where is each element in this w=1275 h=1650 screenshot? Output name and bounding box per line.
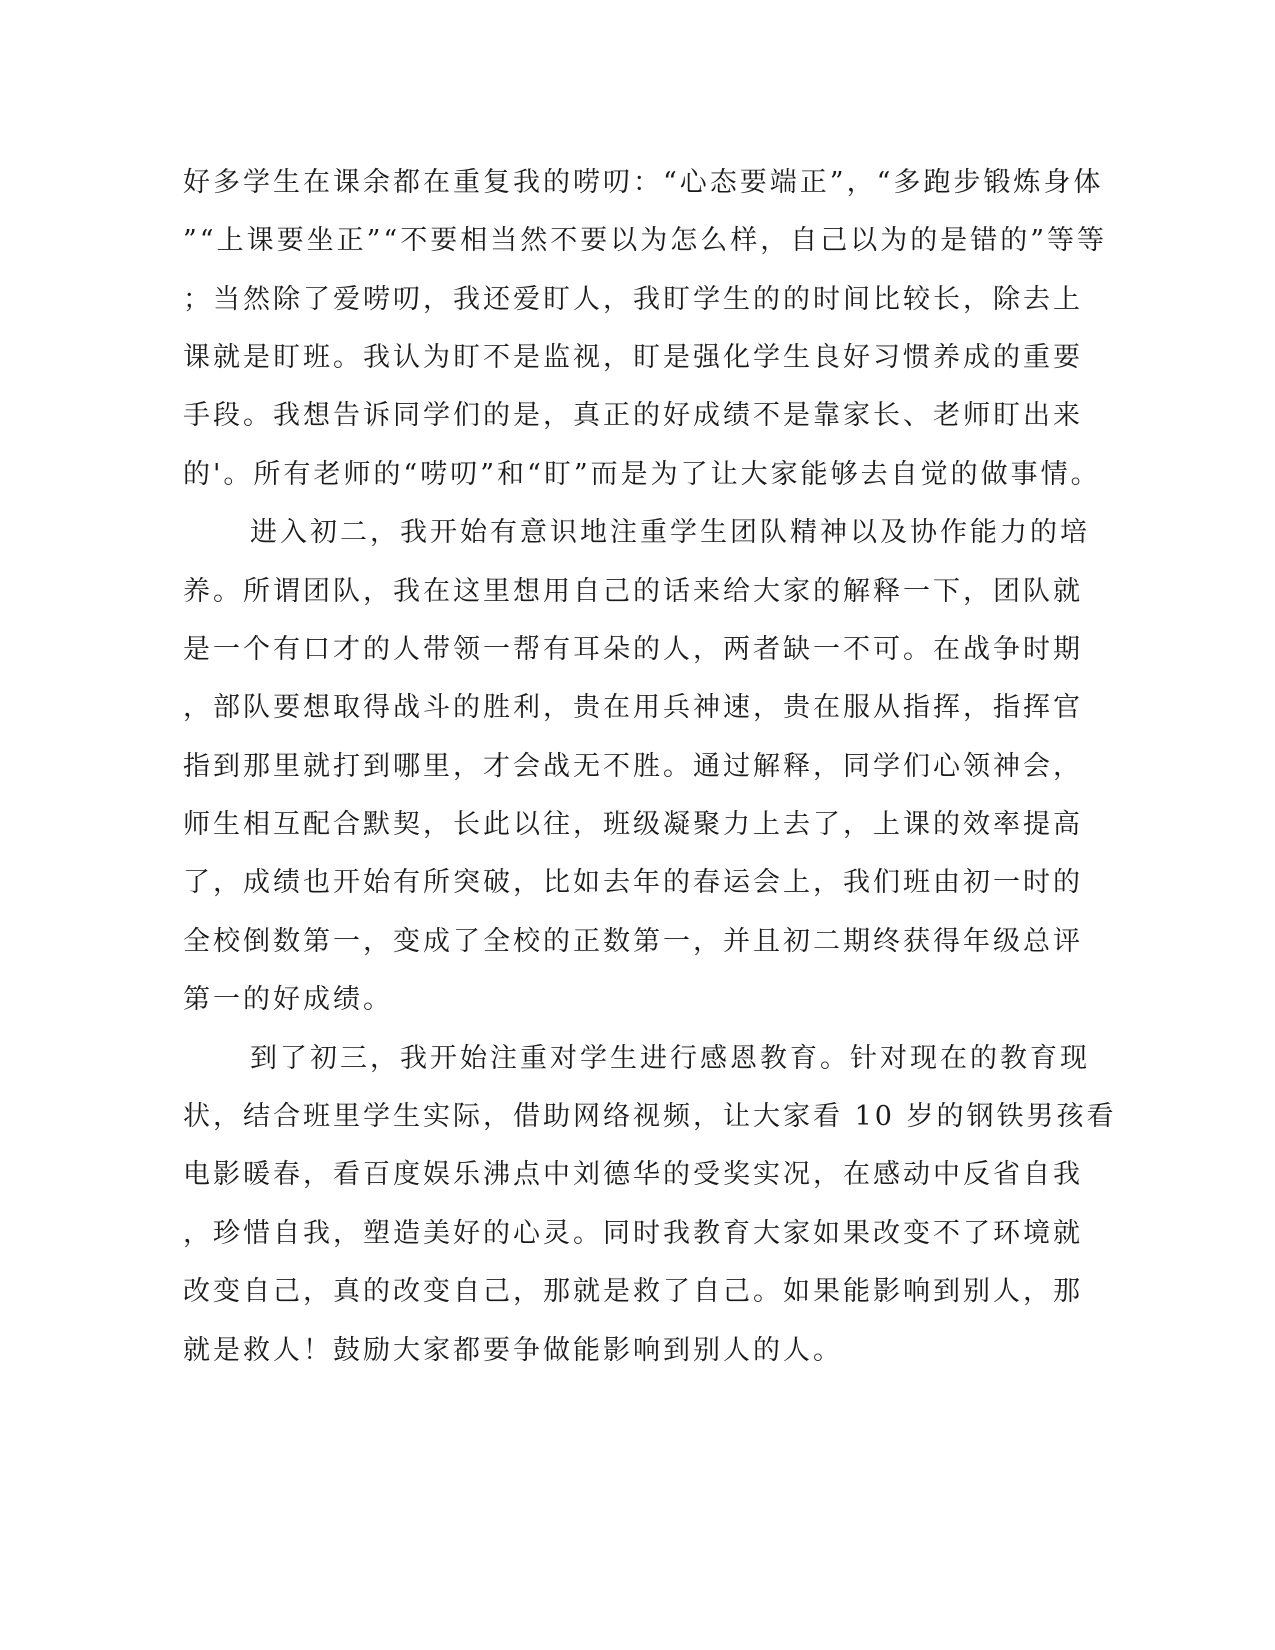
text-line: 了，成绩也开始有所突破，比如去年的春运会上，我们班由初一时的 [183, 867, 1083, 898]
text-line: 到了初三，我开始注重对学生进行感恩教育。针对现在的教育现 [250, 1043, 1090, 1074]
text-line: 电影暖春，看百度娱乐沸点中刘德华的受奖实况，在感动中反省自我 [183, 1159, 1083, 1190]
text-line: 进入初二，我开始有意识地注重学生团队精神以及协作能力的培 [250, 517, 1090, 548]
text-line: 第一的好成绩。 [183, 984, 393, 1015]
text-line: 全校倒数第一，变成了全校的正数第一，并且初二期终获得年级总评 [183, 926, 1083, 957]
text-line: 师生相互配合默契，长此以往，班级凝聚力上去了，上课的效率提高 [183, 809, 1083, 840]
text-line: 状，结合班里学生实际，借助网络视频，让大家看 10 岁的钢铁男孩看 [183, 1101, 1117, 1132]
text-line: 好多学生在课余都在重复我的唠叨：“心态要端正”，“多跑步锻炼身体 [183, 167, 1104, 198]
text-line: 的'。所有老师的“唠叨”和“盯”而是为了让大家能够去自觉的做事情。 [183, 459, 1101, 490]
text-line: 手段。我想告诉同学们的是，真正的好成绩不是靠家长、老师盯出来 [183, 400, 1083, 431]
text-line: ，珍惜自我，塑造美好的心灵。同时我教育大家如果改变不了环境就 [183, 1218, 1083, 1249]
text-line: 就是救人！鼓励大家都要争做能影响到别人的人。 [183, 1335, 843, 1366]
text-line: 课就是盯班。我认为盯不是监视，盯是强化学生良好习惯养成的重要 [183, 342, 1083, 373]
text-line: 养。所谓团队，我在这里想用自己的话来给大家的解释一下，团队就 [183, 576, 1083, 607]
text-line: 改变自己，真的改变自己，那就是救了自己。如果能影响到别人，那 [183, 1276, 1083, 1307]
text-line: 指到那里就打到哪里，才会战无不胜。通过解释，同学们心领神会， [183, 751, 1083, 782]
text-line: ，部队要想取得战斗的胜利，贵在用兵神速，贵在服从指挥，指挥官 [183, 692, 1083, 723]
text-line: ”“上课要坐正”“不要相当然不要以为怎么样，自己以为的是错的”等等 [183, 225, 1108, 256]
text-line: 是一个有口才的人带领一帮有耳朵的人，两者缺一不可。在战争时期 [183, 634, 1083, 665]
text-line: ；当然除了爱唠叨，我还爱盯人，我盯学生的的时间比较长，除去上 [183, 284, 1083, 315]
